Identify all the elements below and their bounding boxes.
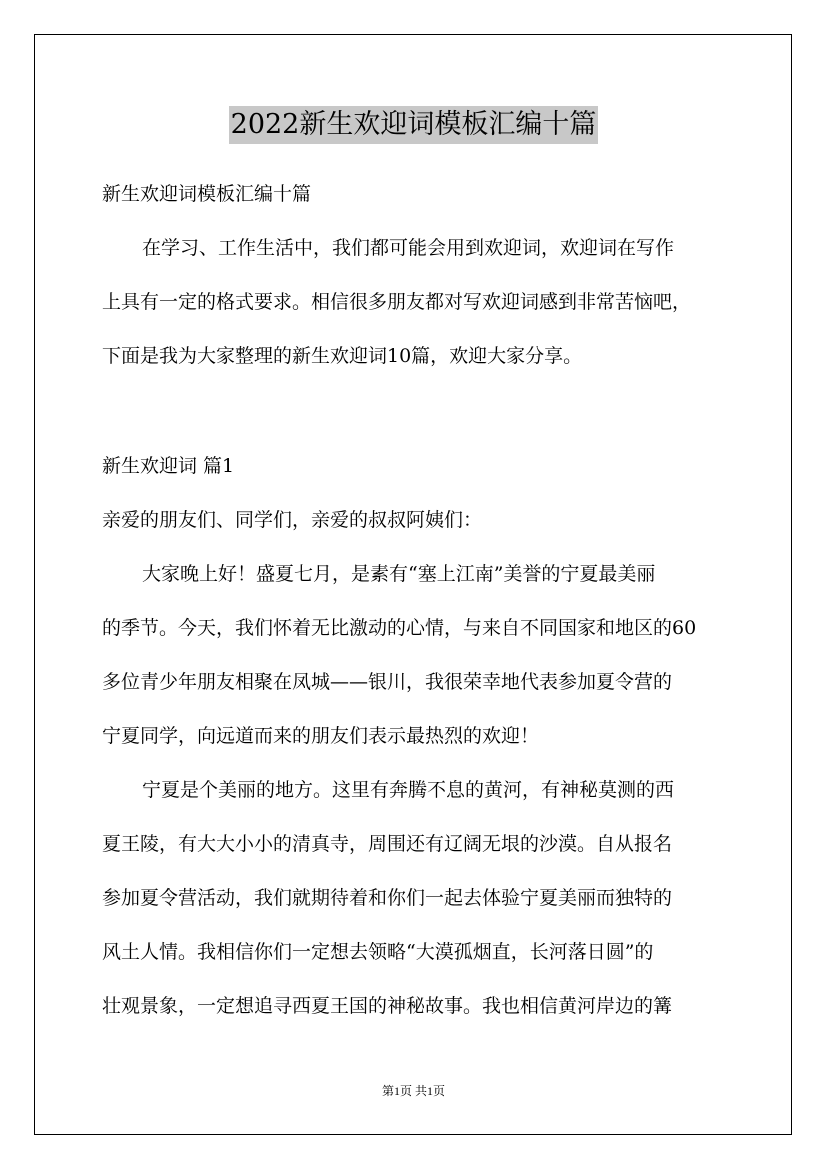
salutation-line: 亲爱的朋友们、同学们，亲爱的叔叔阿姨们： — [102, 509, 483, 531]
paragraph-line: 下面是我为大家整理的新生欢迎词10篇，欢迎大家分享。 — [102, 345, 583, 367]
paragraph-line: 夏王陵，有大大小小的清真寺，周围还有辽阔无垠的沙漠。自从报名 — [102, 833, 673, 855]
document-title-text: 2022新生欢迎词模板汇编十篇 — [229, 106, 599, 144]
paragraph-line: 参加夏令营活动，我们就期待着和你们一起去体验宁夏美丽而独特的 — [102, 887, 673, 909]
paragraph-line: 壮观景象，一定想追寻西夏王国的神秘故事。我也相信黄河岸边的篝 — [102, 995, 673, 1017]
paragraph-line: 宁夏是个美丽的地方。这里有奔腾不息的黄河，有神秘莫测的西 — [142, 779, 675, 801]
paragraph-line: 在学习、工作生活中，我们都可能会用到欢迎词，欢迎词在写作 — [142, 237, 675, 259]
paragraph-line: 的季节。今天，我们怀着无比激动的心情，与来自不同国家和地区的60 — [102, 617, 697, 639]
paragraph-line: 宁夏同学，向远道而来的朋友们表示最热烈的欢迎！ — [102, 725, 540, 747]
subtitle-line: 新生欢迎词模板汇编十篇 — [102, 183, 312, 205]
section-heading: 新生欢迎词 篇1 — [102, 455, 235, 477]
page-footer: 第1页 共1页 — [381, 1084, 445, 1098]
paragraph-line: 多位青少年朋友相聚在凤城——银川，我很荣幸地代表参加夏令营的 — [102, 671, 673, 693]
paragraph-line: 上具有一定的格式要求。相信很多朋友都对写欢迎词感到非常苦恼吧， — [102, 291, 692, 313]
document-title — [0, 104, 827, 144]
paragraph-line: 大家晚上好！盛夏七月，是素有“塞上江南”美誉的宁夏最美丽 — [142, 563, 656, 585]
paragraph-line: 风土人情。我相信你们一定想去领略“大漠孤烟直，长河落日圆”的 — [102, 941, 654, 963]
